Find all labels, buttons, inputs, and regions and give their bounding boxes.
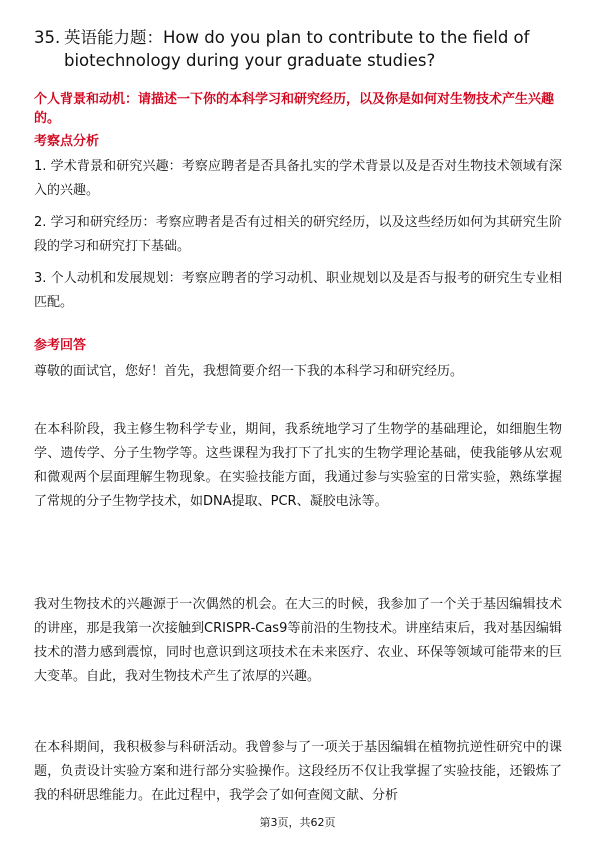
page-footer: 第3页，共62页 <box>259 816 336 829</box>
question-title <box>34 26 564 72</box>
sub-question: 个人背景和动机：请描述一下你的本科学习和研究经历，以及你是如何对生物技术产生兴趣的。 <box>34 92 555 126</box>
answer-heading: 参考回答 <box>34 338 87 353</box>
answer-paragraph-4: 在本科期间，我积极参与科研活动。我曾参与了一项关于基因编辑在植物抗逆性研究中的课题，负责设计实验方案和进行部分实验操作。这段经历不仅让我掌握了实验技能，还锻炼了我的科研思维能力。在此过程中，我学会了如何查阅文献、分析 <box>34 740 562 803</box>
answer-paragraph-3: 我对生物技术的兴趣源于一次偶然的机会。在大三的时候，我参加了一个关于基因编辑技术的讲座，那是我第一次接触到CRISPR-Cas9等前沿的生物技术。讲座结束后，我对基因编辑技术的潜力感到震惊，同时也意识到这项技术在未来医疗、农业、环保等领域可能带来的巨大变革。自此，我对生物技术产生了浓厚的兴趣。 <box>34 597 562 684</box>
question-number: 35. <box>34 28 61 47</box>
answer-paragraph-1: 尊敬的面试官，您好！首先，我想简要介绍一下我的本科学习和研究经历。 <box>34 364 464 379</box>
analysis-item-1: 1. 学术背景和研究兴趣：考察应聘者是否具备扎实的学术背景以及是否对生物技术领域有深入的兴趣。 <box>34 159 562 198</box>
question-line-2: biotechnology during your graduate studies? <box>64 51 436 70</box>
analysis-heading: 考察点分析 <box>34 134 100 149</box>
answer-paragraph-2: 在本科阶段，我主修生物科学专业，期间，我系统地学习了生物学的基础理论，如细胞生物学、遗传学、分子生物学等。这些课程为我打下了扎实的生物学理论基础，使我能够从宏观和微观两个层面理解生物现象。在实验技能方面，我通过参与实验室的日常实验，熟练掌握了常规的分子生物学技术，如DNA提取、PCR、凝胶电泳等。 <box>34 422 562 509</box>
question-line-1: 英语能力题：How do you plan to contribute to the field of <box>64 28 530 47</box>
analysis-item-2: 2. 学习和研究经历：考察应聘者是否有过相关的研究经历，以及这些经历如何为其研究生阶段的学习和研究打下基础。 <box>34 215 562 254</box>
analysis-item-3: 3. 个人动机和发展规划：考察应聘者的学习动机、职业规划以及是否与报考的研究生专业相匹配。 <box>34 271 562 310</box>
